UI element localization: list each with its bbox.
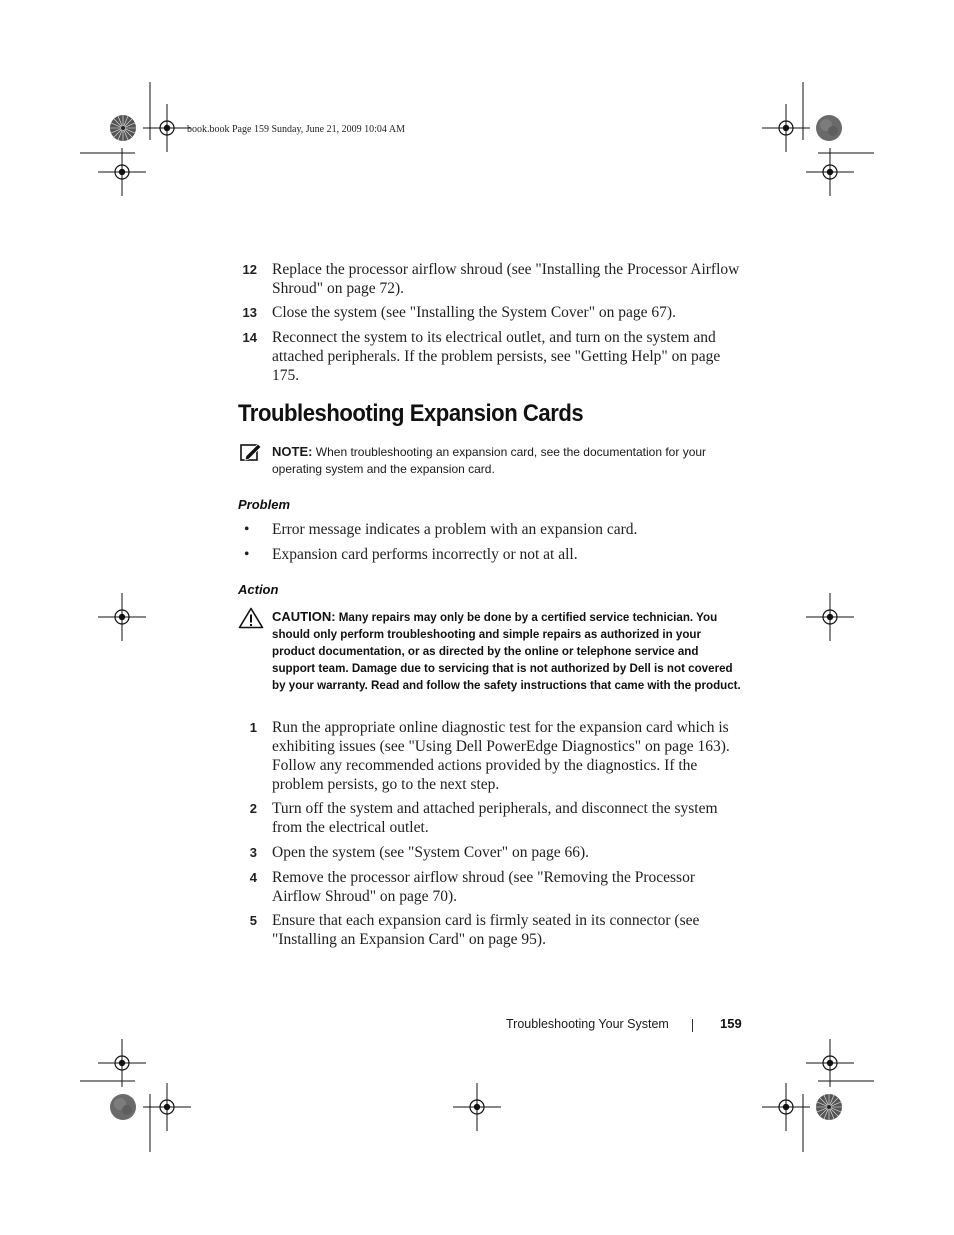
problem-subheading: Problem — [238, 497, 291, 512]
step-number: 4 — [249, 870, 257, 885]
step-text: Close the system (see "Installing the System Cover" on page 67). — [272, 304, 676, 321]
step-number: 14 — [242, 330, 257, 345]
page-number: 159 — [720, 1016, 742, 1031]
print-slug: book.book Page 159 Sunday, June 21, 2009 10:04 AM — [187, 124, 405, 135]
bullet-icon: • — [244, 546, 250, 563]
note-label: NOTE: — [272, 444, 313, 459]
step-text: Run the appropriate online diagnostic test for the expansion card which is exhibiting issues (see "Using Dell PowerEdge Diagnostics" on page 163). Follow any recommended actions provided by the diagnostics. If the problem persists, go to the next step. — [272, 719, 730, 793]
step-text: Turn off the system and attached peripherals, and disconnect the system from the electrical outlet. — [272, 800, 718, 836]
step-number: 1 — [249, 720, 257, 735]
footer-section-title: Troubleshooting Your System — [506, 1017, 669, 1031]
bullet-icon: • — [244, 521, 250, 538]
bullet-text: Error message indicates a problem with an expansion card. — [272, 521, 638, 538]
step-text: Ensure that each expansion card is firmly seated in its connector (see "Installing an Expansion Card" on page 95). — [272, 912, 700, 948]
warning-triangle-icon — [238, 607, 264, 629]
step-text: Remove the processor airflow shroud (see "Removing the Processor Airflow Shroud" on page 70). — [272, 869, 696, 905]
step-number: 2 — [249, 801, 257, 816]
step-number: 3 — [249, 845, 257, 860]
bullet-text: Expansion card performs incorrectly or not at all. — [272, 546, 578, 563]
step-text: Replace the processor airflow shroud (see "Installing the Processor Airflow Shroud" on page 72). — [272, 261, 740, 297]
caution-block — [272, 608, 742, 694]
note-text: When troubleshooting an expansion card, see the documentation for your operating system and the expansion card. — [272, 445, 707, 476]
note-block — [272, 443, 742, 478]
step-text: Open the system (see "System Cover" on page 66). — [272, 844, 589, 861]
section-heading: Troubleshooting Expansion Cards — [238, 400, 584, 427]
step-number: 12 — [242, 262, 257, 277]
pencil-note-icon — [240, 442, 262, 462]
action-subheading: Action — [238, 582, 279, 597]
step-number: 13 — [242, 305, 257, 320]
caution-label: CAUTION: — [272, 609, 336, 624]
footer-divider — [692, 1019, 693, 1032]
step-text: Reconnect the system to its electrical outlet, and turn on the system and attached peripherals. If the problem persists, see "Getting Help" on page 175. — [272, 329, 721, 384]
caution-text: Many repairs may only be done by a certified service technician. You should only perform troubleshooting and simple repairs as authorized in your product documentation, or as directed by the online or telephone service and support team. Damage due to servicing that is not authorized by Dell is not covered by your warranty. Read and follow the safety instructions that came with the product. — [272, 611, 741, 692]
step-number: 5 — [249, 913, 257, 928]
